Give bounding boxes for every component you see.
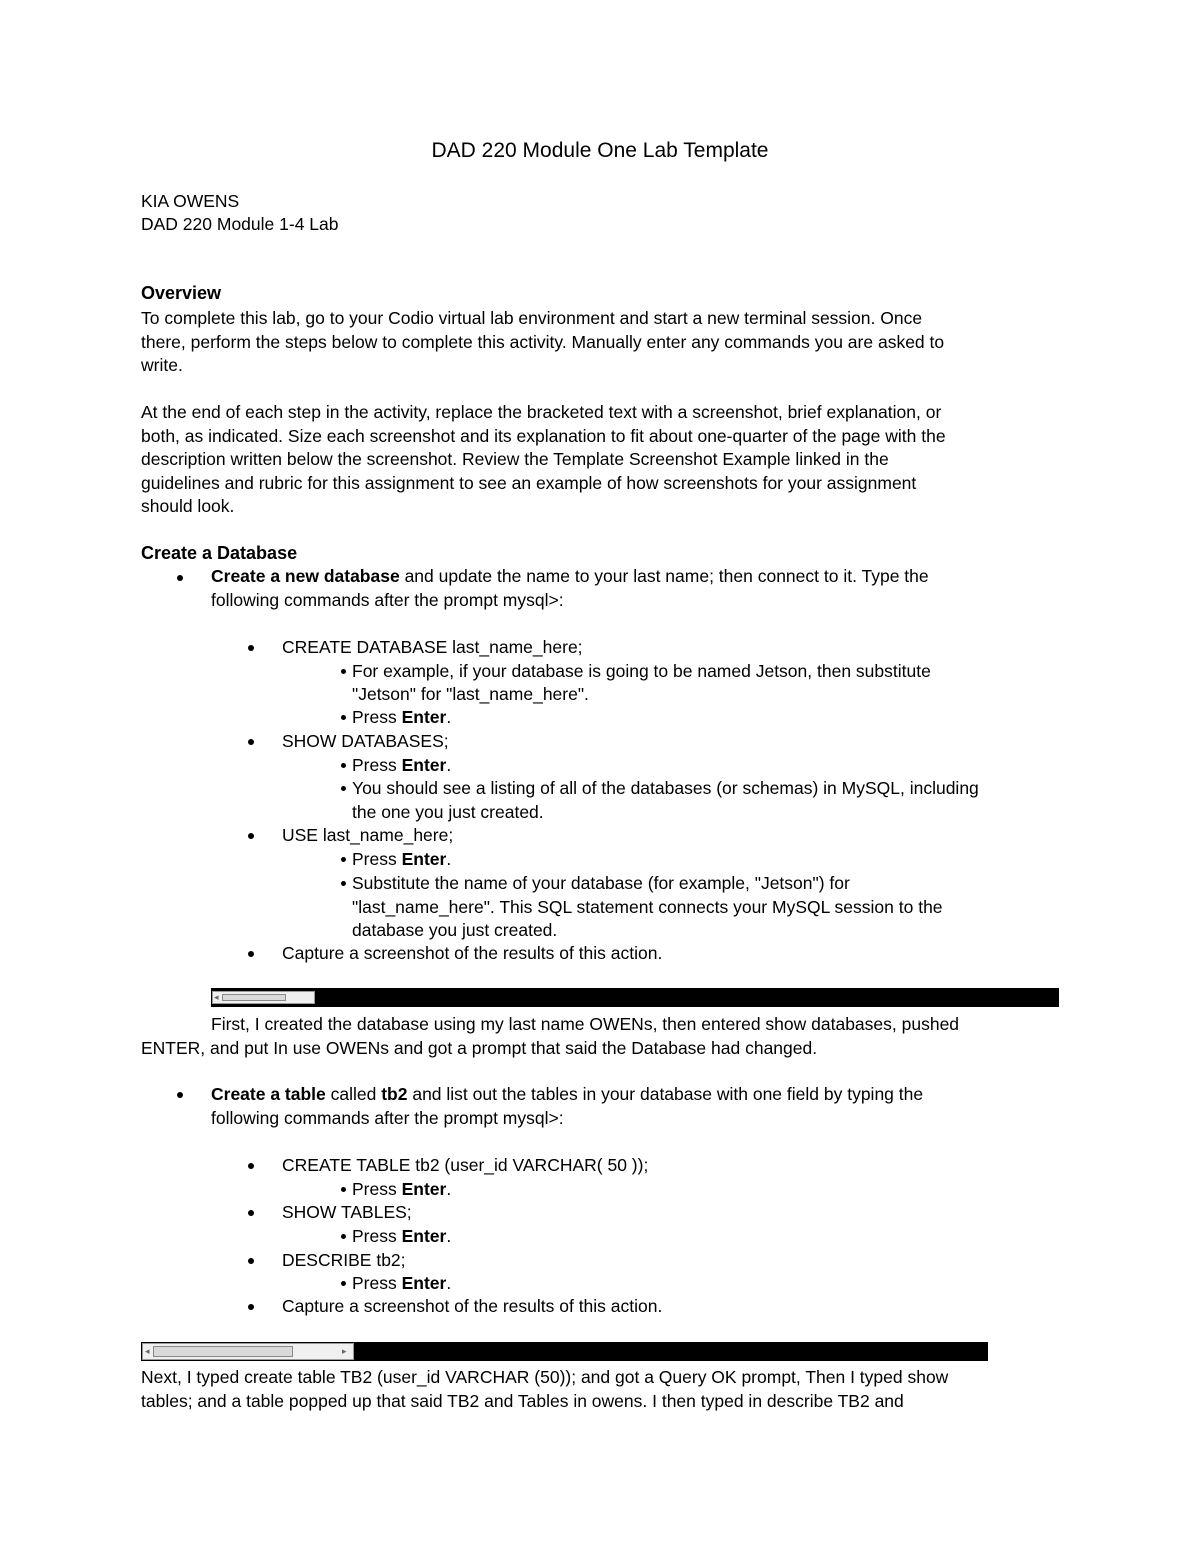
enter-key-text: Enter bbox=[401, 1273, 447, 1293]
sub-bullet-icon bbox=[341, 669, 346, 674]
press-enter-1 bbox=[352, 706, 451, 730]
enter-key-text: Enter bbox=[401, 849, 447, 869]
screenshot-scroll-thumb-1 bbox=[222, 994, 286, 1001]
press-enter-5 bbox=[352, 1225, 451, 1249]
bullet-icon bbox=[248, 1210, 254, 1216]
create-table-bullet-line1 bbox=[211, 1083, 923, 1107]
create-db-cmd3-sub2-line3: database you just created. bbox=[352, 920, 558, 940]
create-db-heading: Create a Database bbox=[141, 543, 298, 563]
press-text: Press bbox=[352, 849, 402, 869]
enter-key-text: Enter bbox=[401, 1179, 447, 1199]
create-table-text: and list out the tables in your database with one field by typing the bbox=[407, 1084, 924, 1104]
overview-para2-line5: should look. bbox=[141, 496, 235, 516]
press-text: Press bbox=[352, 707, 402, 727]
create-db-bold: Create a new database bbox=[211, 566, 400, 586]
enter-key-text: Enter bbox=[401, 755, 447, 775]
press-text: Press bbox=[352, 1273, 402, 1293]
create-table-name: tb2 bbox=[381, 1084, 408, 1104]
sub-bullet-icon bbox=[341, 763, 346, 768]
create-db-cmd1: CREATE DATABASE last_name_here; bbox=[282, 637, 583, 657]
sub-bullet-icon bbox=[341, 786, 346, 791]
overview-para1-line3: write. bbox=[141, 355, 183, 375]
sub-bullet-icon bbox=[341, 1187, 346, 1192]
overview-para2-line4: guidelines and rubric for this assignment to see an example of how screenshots for your assignment bbox=[141, 473, 917, 493]
bullet-icon bbox=[177, 575, 183, 581]
create-db-bullet-line2: following commands after the prompt mysql>: bbox=[211, 590, 564, 610]
overview-para1-line2: there, perform the steps below to complete this activity. Manually enter any commands you are asked to bbox=[141, 332, 945, 352]
sub-bullet-icon bbox=[341, 1281, 346, 1286]
period-text: . bbox=[446, 849, 452, 869]
screenshot-image-1 bbox=[211, 988, 1059, 1007]
sub-bullet-icon bbox=[341, 857, 346, 862]
bullet-icon bbox=[248, 951, 254, 957]
overview-para2-line1: At the end of each step in the activity, replace the bracketed text with a screenshot, brief explanation, or bbox=[141, 402, 942, 422]
period-text: . bbox=[446, 1226, 452, 1246]
sub-bullet-icon bbox=[341, 1234, 346, 1239]
press-enter-6 bbox=[352, 1272, 451, 1296]
create-db-cmd2-sub2-line1: You should see a listing of all of the databases (or schemas) in MySQL, including bbox=[352, 778, 979, 798]
create-db-cmd3: USE last_name_here; bbox=[282, 825, 454, 845]
course-name: DAD 220 Module 1-4 Lab bbox=[141, 214, 339, 234]
create-db-explain-line1: First, I created the database using my last name OWENs, then entered show databases, pushed bbox=[211, 1014, 960, 1034]
left-arrow-icon: ◂ bbox=[214, 992, 219, 1002]
create-db-text: and update the name to your last name; then connect to it. Type the bbox=[399, 566, 929, 586]
period-text: . bbox=[446, 1273, 452, 1293]
create-table-mid: called bbox=[325, 1084, 382, 1104]
period-text: . bbox=[446, 707, 452, 727]
create-table-explain-line2: tables; and a table popped up that said TB2 and Tables in owens. I then typed in describe TB2 and bbox=[141, 1391, 904, 1411]
bullet-icon bbox=[248, 1304, 254, 1310]
press-enter-3 bbox=[352, 848, 451, 872]
overview-para2-line3: description written below the screenshot. Review the Template Screenshot Example linked in the bbox=[141, 449, 889, 469]
create-db-cmd3-sub2-line2: "last_name_here". This SQL statement connects your MySQL session to the bbox=[352, 897, 943, 917]
page-title: DAD 220 Module One Lab Template bbox=[431, 139, 769, 162]
create-table-bullet-line2: following commands after the prompt mysql>: bbox=[211, 1108, 564, 1128]
sub-bullet-icon bbox=[341, 881, 346, 886]
press-text: Press bbox=[352, 1179, 402, 1199]
overview-para2-line2: both, as indicated. Size each screenshot and its explanation to fit about one-quarter of the page with the bbox=[141, 426, 946, 446]
overview-heading: Overview bbox=[141, 283, 222, 303]
create-table-explain-line1: Next, I typed create table TB2 (user_id VARCHAR (50)); and got a Query OK prompt, Then I typed show bbox=[141, 1367, 949, 1387]
bullet-icon bbox=[177, 1092, 183, 1098]
bullet-icon bbox=[248, 739, 254, 745]
create-table-bold: Create a table bbox=[211, 1084, 326, 1104]
screenshot-scroll-thumb-2 bbox=[153, 1346, 293, 1357]
bullet-icon bbox=[248, 645, 254, 651]
create-db-bullet-line1 bbox=[211, 565, 929, 589]
create-db-cmd1-sub1-line2: "Jetson" for "last_name_here". bbox=[352, 684, 589, 704]
overview-para1-line1: To complete this lab, go to your Codio virtual lab environment and start a new terminal session. Once bbox=[141, 308, 923, 328]
create-table-cmd1: CREATE TABLE tb2 (user_id VARCHAR( 50 )); bbox=[282, 1155, 649, 1175]
create-table-cmd2: SHOW TABLES; bbox=[282, 1202, 412, 1222]
create-db-cmd2: SHOW DATABASES; bbox=[282, 731, 449, 751]
author-name: KIA OWENS bbox=[141, 191, 240, 211]
bullet-icon bbox=[248, 1163, 254, 1169]
left-arrow-icon: ◂ bbox=[145, 1346, 150, 1356]
enter-key-text: Enter bbox=[401, 707, 447, 727]
press-text: Press bbox=[352, 1226, 402, 1246]
create-db-cmd2-sub2-line2: the one you just created. bbox=[352, 802, 544, 822]
create-db-cmd3-sub2-line1: Substitute the name of your database (for example, "Jetson") for bbox=[352, 873, 850, 893]
period-text: . bbox=[446, 1179, 452, 1199]
create-table-capture: Capture a screenshot of the results of this action. bbox=[282, 1296, 663, 1316]
press-enter-2 bbox=[352, 754, 451, 778]
bullet-icon bbox=[248, 833, 254, 839]
sub-bullet-icon bbox=[341, 715, 346, 720]
enter-key-text: Enter bbox=[401, 1226, 447, 1246]
create-db-cmd1-sub1-line1: For example, if your database is going to be named Jetson, then substitute bbox=[352, 661, 931, 681]
press-text: Press bbox=[352, 755, 402, 775]
press-enter-4 bbox=[352, 1178, 451, 1202]
create-table-cmd3: DESCRIBE tb2; bbox=[282, 1250, 406, 1270]
create-db-capture: Capture a screenshot of the results of this action. bbox=[282, 943, 663, 963]
bullet-icon bbox=[248, 1258, 254, 1264]
period-text: . bbox=[446, 755, 452, 775]
create-db-explain-line2: ENTER, and put In use OWENs and got a prompt that said the Database had changed. bbox=[141, 1038, 818, 1058]
right-arrow-icon: ▸ bbox=[342, 1346, 347, 1356]
